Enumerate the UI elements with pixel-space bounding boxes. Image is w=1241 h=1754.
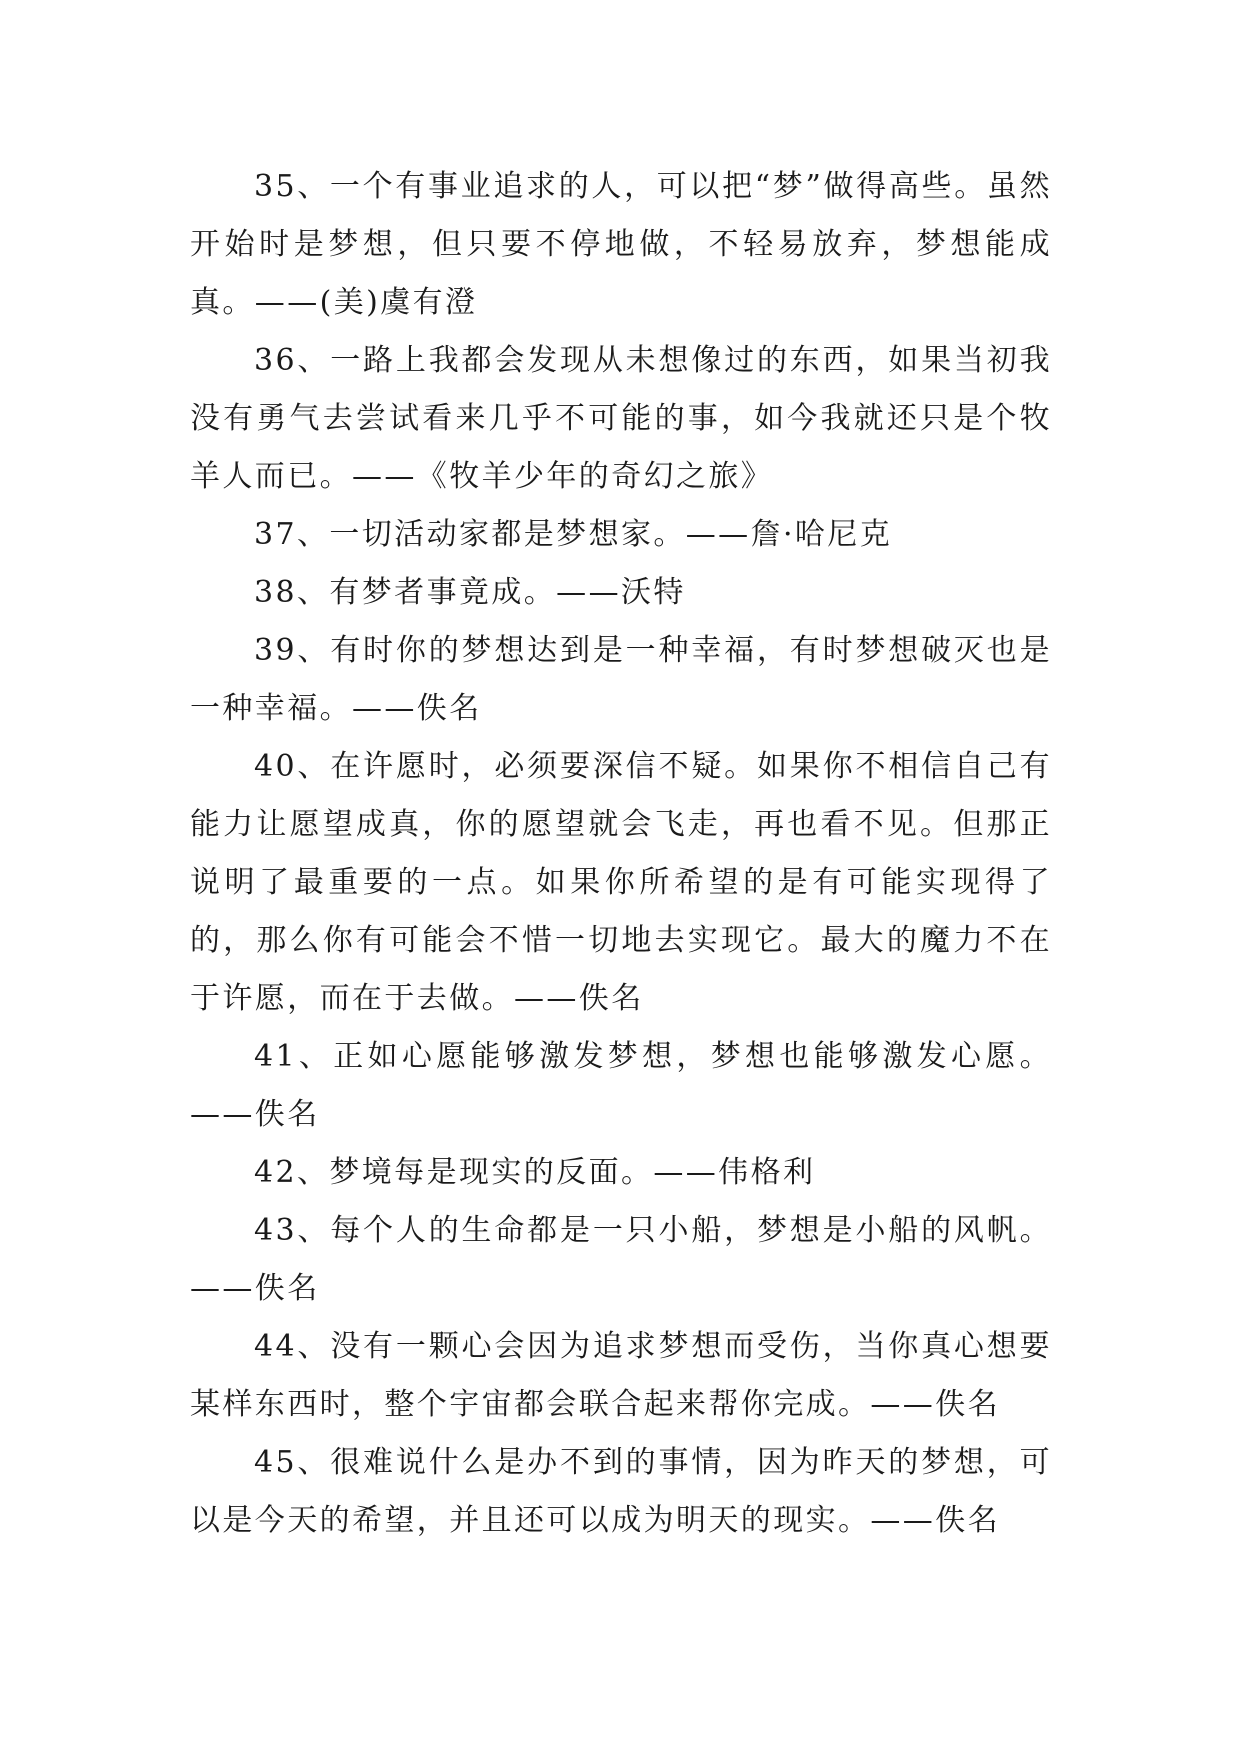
quote-list: [190, 158, 1052, 1550]
quote-35: 35、一个有事业追求的人，可以把“梦”做得高些。虽然开始时是梦想，但只要不停地做，不轻易放弃，梦想能成真。——(美)虞有澄: [190, 169, 1052, 320]
quote-41: 41、正如心愿能够激发梦想，梦想也能够激发心愿。——佚名: [190, 1039, 1052, 1132]
quote-42: 42、梦境每是现实的反面。——伟格利: [254, 1155, 816, 1190]
quote-44: 44、没有一颗心会因为追求梦想而受伤，当你真心想要某样东西时，整个宇宙都会联合起来帮你完成。——佚名: [190, 1329, 1052, 1422]
quote-39: 39、有时你的梦想达到是一种幸福，有时梦想破灭也是一种幸福。——佚名: [190, 633, 1052, 726]
quote-45: 45、很难说什么是办不到的事情，因为昨天的梦想，可以是今天的希望，并且还可以成为明天的现实。——佚名: [190, 1445, 1052, 1538]
quote-40: 40、在许愿时，必须要深信不疑。如果你不相信自己有能力让愿望成真，你的愿望就会飞走，再也看不见。但那正说明了最重要的一点。如果你所希望的是有可能实现得了的，那么你有可能会不惜一切地去实现它。最大的魔力不在于许愿，而在于去做。——佚名: [190, 749, 1052, 1016]
quote-37: 37、一切活动家都是梦想家。——詹·哈尼克: [254, 517, 893, 552]
quote-38: 38、有梦者事竟成。——沃特: [254, 575, 686, 610]
quote-36: 36、一路上我都会发现从未想像过的东西，如果当初我没有勇气去尝试看来几乎不可能的事，如今我就还只是个牧羊人而已。——《牧羊少年的奇幻之旅》: [190, 343, 1052, 494]
quote-43: 43、每个人的生命都是一只小船，梦想是小船的风帆。——佚名: [190, 1213, 1052, 1306]
